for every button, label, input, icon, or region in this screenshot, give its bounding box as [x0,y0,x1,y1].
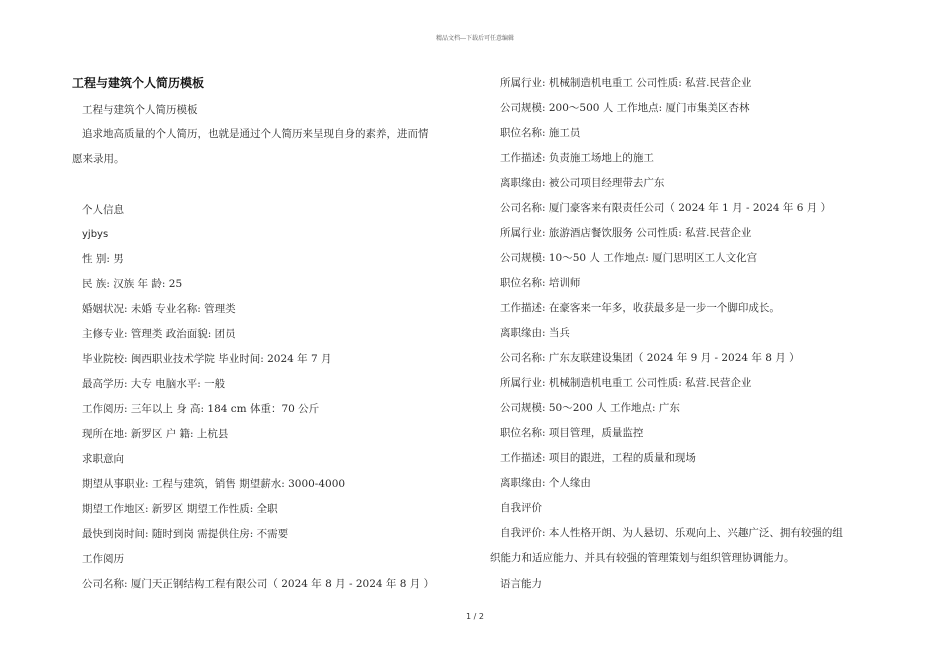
right-text-line: 自我评价 [500,502,542,514]
page-header: 精品文档---下载后可任意编辑 [435,35,515,42]
right-text-line: 语言能力 [500,578,542,590]
right-text-line: 公司名称: 厦门豪客来有限责任公司（ 2024 年 1 月 - 2024 年 6 月 ） [500,202,832,214]
left-text-line: 期望从事职业: 工程与建筑，销售 期望薪水: 3000-4000 [82,478,346,490]
right-text-line: 离职缘由: 被公司项目经理带去广东 [500,177,665,189]
right-text-line: 所属行业: 机械制造机电重工 公司性质: 私营.民营企业 [500,377,752,389]
right-text-line: 公司名称: 广东友联建设集团（ 2024 年 9 月 - 2024 年 8 月 ） [500,352,800,364]
right-text-line: 所属行业: 旅游酒店餐饮服务 公司性质: 私营.民营企业 [500,227,752,239]
right-text-line: 职位名称: 项目管理，质量监控 [500,427,644,439]
left-text-line: 求职意向 [82,453,124,465]
left-text-line: yjbys [82,229,109,240]
left-text-line: 期望工作地区: 新罗区 期望工作性质: 全职 [82,503,278,515]
left-text-line: 工作阅历: 三年以上 身 高: 184 cm 体重：70 公斤 [82,403,320,415]
left-text-line: 婚姻状况: 未婚 专业名称: 管理类 [82,303,236,315]
right-text-line: 工作描述: 项目的跟进，工程的质量和现场 [500,452,696,464]
left-text-line: 毕业院校: 闽西职业技术学院 毕业时间: 2024 年 7 月 [82,353,332,365]
left-text-line: 最高学历: 大专 电脑水平: 一般 [82,378,226,390]
right-text-line: 离职缘由: 当兵 [500,327,570,339]
right-text-line: 工作描述: 在豪客来一年多，收获最多是一步一个脚印成长。 [500,302,780,314]
left-text-line: 公司名称: 厦门天正钢结构工程有限公司（ 2024 年 8 月 - 2024 年 8 月 ） [82,578,435,590]
right-text-line: 职位名称: 施工员 [500,127,581,139]
left-text-line: 工程与建筑个人简历模板 [82,104,198,116]
right-text-line: 职位名称: 培训师 [500,277,581,289]
left-text-line: 工作阅历 [82,553,124,565]
right-text-line: 自我评价: 本人性格开朗、为人悬切、乐观向上、兴趣广泛、拥有较强的组 [500,527,843,539]
left-text-line: 主修专业: 管理类 政治面貌: 团员 [82,328,236,340]
left-text-line: 民 族: 汉族 年 龄: 25 [82,278,183,290]
page-number: 1 / 2 [466,612,484,621]
right-text-line: 织能力和适应能力、并具有较强的管理策划与组织管理协调能力。 [490,552,795,564]
left-text-line: 愿来录用。 [72,153,125,165]
right-text-line: 工作描述: 负责施工场地上的施工 [500,152,654,164]
left-text-line: 工程与建筑个人简历模板 [72,76,205,90]
right-text-line: 公司规模: 10～50 人 工作地点: 厦门思明区工人文化宫 [500,252,758,264]
right-text-line: 所属行业: 机械制造机电重工 公司性质: 私营.民营企业 [500,77,752,89]
left-text-line: 个人信息 [82,204,124,216]
right-text-line: 离职缘由: 个人缘由 [500,477,591,489]
right-text-line: 公司规模: 50～200 人 工作地点: 广东 [500,402,680,414]
left-text-line: 性 别: 男 [82,253,124,265]
right-text-line: 公司规模: 200～500 人 工作地点: 厦门市集美区杏林 [500,102,750,114]
left-text-line: 现所在地: 新罗区 户 籍: 上杭县 [82,428,229,440]
left-text-line: 追求地高质量的个人简历，也就是通过个人简历来呈现自身的素养，进而情 [82,128,429,140]
left-text-line: 最快到岗时间: 随时到岗 需提供住房: 不需要 [82,528,289,540]
